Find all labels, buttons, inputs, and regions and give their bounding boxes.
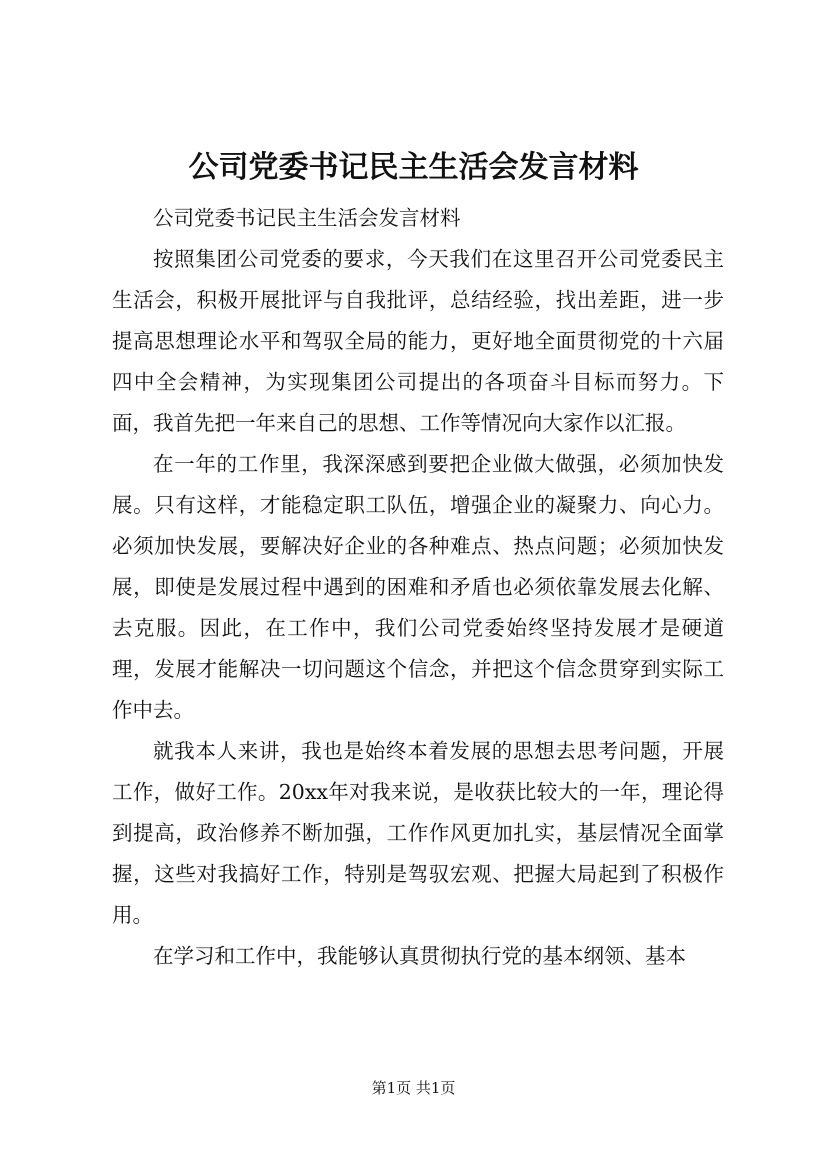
- paragraph: 按照集团公司党委的要求，今天我们在这里召开公司党委民主生活会，积极开展批评与自我批评，总结经验，找出差距，进一步提高思想理论水平和驾驭全局的能力，更好地全面贯彻党的十六届四中全会精神，为实现集团公司提出的各项奋斗目标而努力。下面，我首先把一年来自己的思想、工作等情况向大家作以汇报。: [112, 247, 724, 435]
- document-title: 公司党委书记民主生活会发言材料: [188, 150, 639, 185]
- paragraph: 就我本人来讲，我也是始终本着发展的思想去思考问题，开展工作，做好工作。20xx年对我来说，是收获比较大的一年，理论得到提高，政治修养不断加强，工作作风更加扎实，基层情况全面掌握，这些对我搞好工作，特别是驾驭宏观、把握大局起到了积极作用。: [112, 739, 724, 927]
- page-footer: 第1页 共1页: [371, 1079, 456, 1097]
- document-body: [112, 198, 724, 977]
- paragraph: 在一年的工作里，我深深感到要把企业做大做强，必须加快发展。只有这样，才能稳定职工队伍，增强企业的凝聚力、向心力。必须加快发展，要解决好企业的各种难点、热点问题；必须加快发展，即使是发展过程中遇到的困难和矛盾也必须依靠发展去化解、去克服。因此，在工作中，我们公司党委始终坚持发展才是硬道理，发展才能解决一切问题这个信念，并把这个信念贯穿到实际工作中去。: [112, 452, 724, 722]
- paragraph-subtitle: 公司党委书记民主生活会发言材料: [153, 206, 461, 230]
- paragraph: 在学习和工作中，我能够认真贯彻执行党的基本纲领、基本: [153, 944, 686, 968]
